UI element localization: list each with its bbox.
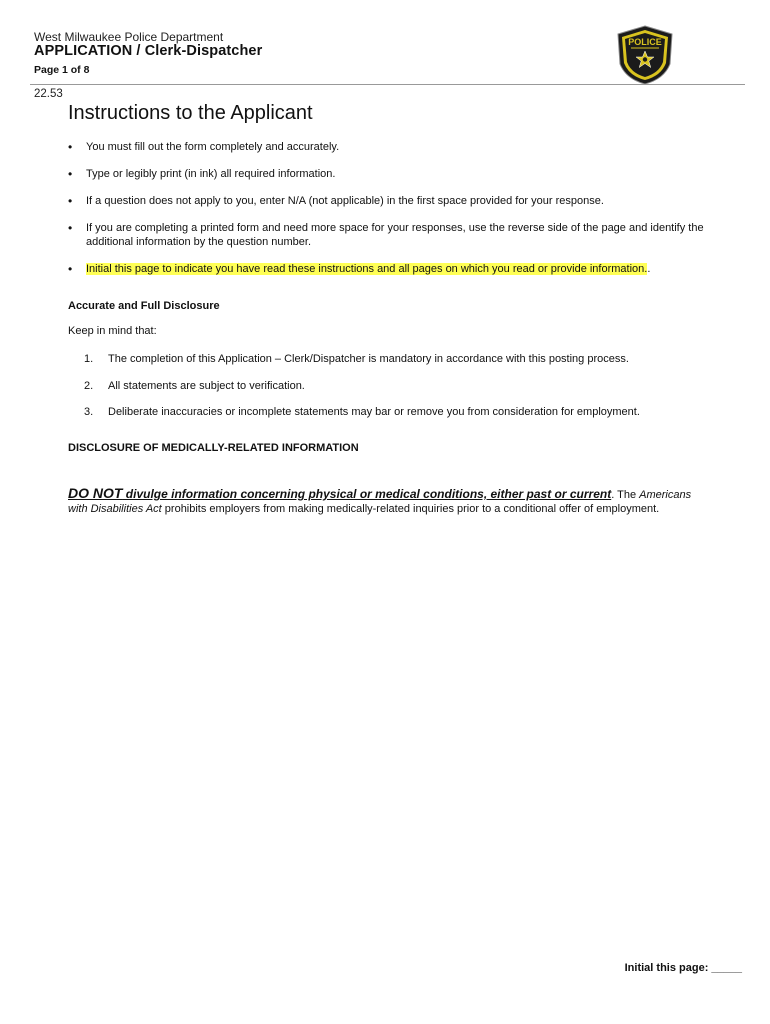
page-number: Page 1 of 8 xyxy=(34,64,90,76)
header-divider xyxy=(30,84,745,85)
medical-heading: DISCLOSURE OF MEDICALLY-RELATED INFORMATION xyxy=(68,442,359,454)
item-text: The completion of this Application – Clerk/Dispatcher is mandatory in accordance with this posting process. xyxy=(108,353,629,365)
instructions-title: Instructions to the Applicant xyxy=(68,102,313,124)
highlighted-instruction: Initial this page to indicate you have read these instructions and all pages on which you read or provide information. xyxy=(86,263,648,275)
disclosure-intro: Keep in mind that: xyxy=(68,325,157,337)
list-item xyxy=(84,352,704,366)
item-number: 1. xyxy=(84,353,94,365)
instruction-period: . xyxy=(647,263,651,275)
disclosure-list xyxy=(84,352,704,432)
instruction-item-initial xyxy=(68,262,718,276)
police-badge-logo xyxy=(614,24,676,86)
form-code: 22.53 xyxy=(34,88,63,100)
warning-do-not: DO NOT xyxy=(68,485,123,501)
list-item xyxy=(84,405,704,419)
disclosure-heading: Accurate and Full Disclosure xyxy=(68,300,220,312)
instruction-item: • Type or legibly print (in ink) all required information. xyxy=(68,167,718,181)
instructions-list xyxy=(68,140,718,289)
item-number: 3. xyxy=(84,406,94,418)
instruction-item: • You must fill out the form completely and accurately. xyxy=(68,140,718,154)
instruction-item: • If you are completing a printed form and need more space for your responses, use the reverse side of the page and identify the additional information by the question number. xyxy=(68,221,718,249)
ada-reference: Americans with Disabilities Act xyxy=(68,489,692,515)
item-number: 2. xyxy=(84,379,94,392)
svg-text:POLICE: POLICE xyxy=(628,37,662,47)
warning-text: divulge information concerning physical or medical conditions, either past or current xyxy=(122,487,612,501)
item-text: Deliberate inaccuracies or incomplete statements may bar or remove you from consideration for employment. xyxy=(108,406,640,418)
warning-body: prohibits employers from making medically-related inquiries prior to a conditional offer of employment. xyxy=(161,503,660,515)
list-item xyxy=(84,379,704,393)
instruction-item: • If a question does not apply to you, enter N/A (not applicable) in the first space provided for your response. xyxy=(68,194,718,208)
warning-after: . The xyxy=(611,489,640,501)
medical-warning xyxy=(68,486,708,516)
department-name: West Milwaukee Police Department xyxy=(34,30,224,44)
document-title: APPLICATION / Clerk-Dispatcher xyxy=(34,43,263,59)
initial-field-label: Initial this page: _____ xyxy=(624,962,742,974)
item-text: All statements are subject to verification. xyxy=(108,379,305,392)
